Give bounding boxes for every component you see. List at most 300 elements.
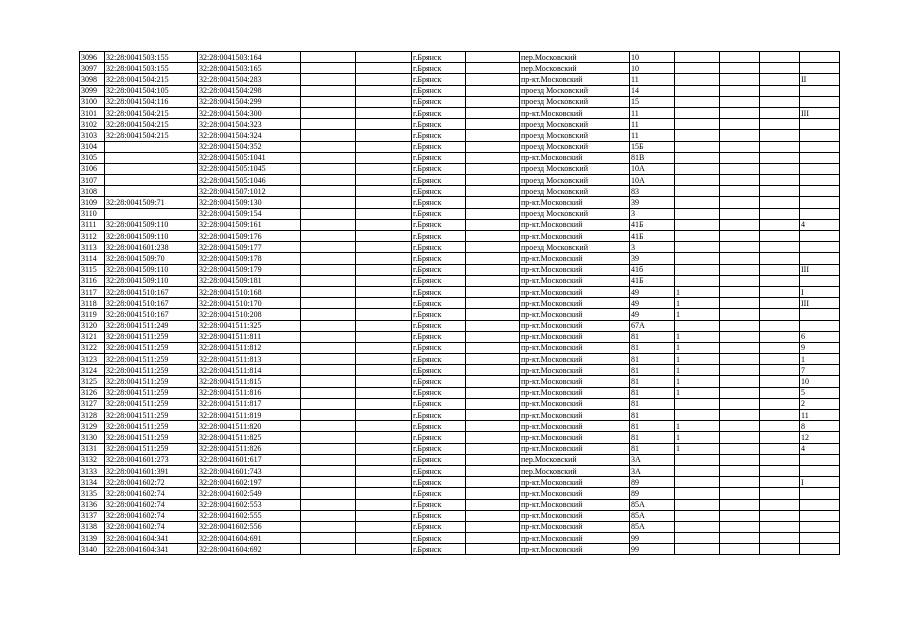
house-number: 89 (630, 477, 675, 488)
empty-cell-5 (760, 107, 800, 118)
parent-cadastral-number: 32:28:0041510:167 (105, 298, 198, 309)
empty-cell-5 (760, 152, 800, 163)
cadastral-number: 32:28:0041509:177 (198, 242, 301, 253)
empty-cell-3 (466, 264, 520, 275)
empty-cell-1 (301, 410, 356, 421)
street: пр-кт.Московский (520, 376, 630, 387)
parent-cadastral-number: 32:28:0041602:72 (105, 477, 198, 488)
cadastral-number: 32:28:0041509:154 (198, 208, 301, 219)
table-row (80, 219, 840, 230)
row-number: 3114 (80, 253, 105, 264)
table-row (80, 242, 840, 253)
parent-cadastral-number: 32:28:0041511:259 (105, 410, 198, 421)
cadastral-number: 32:28:0041505:1045 (198, 163, 301, 174)
parent-cadastral-number: 32:28:0041602:74 (105, 521, 198, 532)
cadastral-number: 32:28:0041509:178 (198, 253, 301, 264)
street: пр-кт.Московский (520, 443, 630, 454)
parent-cadastral-number: 32:28:0041601:391 (105, 465, 198, 476)
empty-cell-2 (356, 63, 412, 74)
parent-cadastral-number: 32:28:0041510:167 (105, 286, 198, 297)
parent-cadastral-number (105, 175, 198, 186)
cadastral-number: 32:28:0041511:815 (198, 376, 301, 387)
street: пр-кт.Московский (520, 499, 630, 510)
empty-cell-5 (760, 242, 800, 253)
row-number: 3096 (80, 52, 105, 63)
city: г.Брянск (412, 544, 466, 555)
row-number: 3140 (80, 544, 105, 555)
empty-cell-1 (301, 219, 356, 230)
row-number: 3122 (80, 342, 105, 353)
premises: II (800, 74, 840, 85)
empty-cell-4 (720, 331, 760, 342)
house-number: 83 (630, 186, 675, 197)
table-row (80, 465, 840, 476)
cadastral-number: 32:28:0041503:164 (198, 52, 301, 63)
city: г.Брянск (412, 186, 466, 197)
registry-table (79, 51, 840, 555)
house-number: 41б (630, 264, 675, 275)
house-number: 11 (630, 107, 675, 118)
premises (800, 119, 840, 130)
empty-cell-5 (760, 286, 800, 297)
cadastral-number: 32:28:0041504:324 (198, 130, 301, 141)
premises: 11 (800, 410, 840, 421)
empty-cell-3 (466, 253, 520, 264)
empty-cell-1 (301, 286, 356, 297)
cadastral-number: 32:28:0041504:299 (198, 96, 301, 107)
house-number: 14 (630, 85, 675, 96)
empty-cell-3 (466, 208, 520, 219)
city: г.Брянск (412, 152, 466, 163)
empty-cell-2 (356, 141, 412, 152)
empty-cell-4 (720, 141, 760, 152)
table-row (80, 175, 840, 186)
city: г.Брянск (412, 410, 466, 421)
empty-cell-1 (301, 74, 356, 85)
city: г.Брянск (412, 208, 466, 219)
street: пр-кт.Московский (520, 286, 630, 297)
row-number: 3100 (80, 96, 105, 107)
empty-cell-2 (356, 454, 412, 465)
empty-cell-5 (760, 130, 800, 141)
cadastral-number: 32:28:0041511:325 (198, 320, 301, 331)
row-number: 3128 (80, 410, 105, 421)
empty-cell-3 (466, 510, 520, 521)
empty-cell-1 (301, 533, 356, 544)
empty-cell-3 (466, 197, 520, 208)
empty-cell-3 (466, 141, 520, 152)
building (675, 130, 720, 141)
empty-cell-3 (466, 85, 520, 96)
house-number: 15 (630, 96, 675, 107)
empty-cell-4 (720, 130, 760, 141)
empty-cell-2 (356, 544, 412, 555)
premises: 6 (800, 331, 840, 342)
house-number: 49 (630, 309, 675, 320)
empty-cell-3 (466, 52, 520, 63)
premises (800, 242, 840, 253)
street: пер.Московский (520, 63, 630, 74)
house-number: 49 (630, 298, 675, 309)
empty-cell-5 (760, 477, 800, 488)
table-row (80, 85, 840, 96)
empty-cell-1 (301, 465, 356, 476)
row-number: 3134 (80, 477, 105, 488)
empty-cell-1 (301, 186, 356, 197)
cadastral-number: 32:28:0041503:165 (198, 63, 301, 74)
empty-cell-5 (760, 96, 800, 107)
empty-cell-3 (466, 465, 520, 476)
premises: III (800, 107, 840, 118)
empty-cell-2 (356, 130, 412, 141)
empty-cell-1 (301, 454, 356, 465)
city: г.Брянск (412, 219, 466, 230)
empty-cell-3 (466, 298, 520, 309)
table-row (80, 410, 840, 421)
parent-cadastral-number: 32:28:0041511:259 (105, 354, 198, 365)
empty-cell-2 (356, 298, 412, 309)
empty-cell-5 (760, 510, 800, 521)
cadastral-number: 32:28:0041504:352 (198, 141, 301, 152)
building (675, 85, 720, 96)
cadastral-number: 32:28:0041601:743 (198, 465, 301, 476)
empty-cell-1 (301, 432, 356, 443)
empty-cell-2 (356, 521, 412, 532)
empty-cell-5 (760, 163, 800, 174)
empty-cell-2 (356, 208, 412, 219)
empty-cell-3 (466, 275, 520, 286)
row-number: 3116 (80, 275, 105, 286)
city: г.Брянск (412, 141, 466, 152)
city: г.Брянск (412, 163, 466, 174)
empty-cell-5 (760, 253, 800, 264)
city: г.Брянск (412, 354, 466, 365)
building: 1 (675, 298, 720, 309)
building: 1 (675, 342, 720, 353)
row-number: 3120 (80, 320, 105, 331)
cadastral-number: 32:28:0041504:300 (198, 107, 301, 118)
empty-cell-3 (466, 443, 520, 454)
empty-cell-1 (301, 119, 356, 130)
empty-cell-1 (301, 63, 356, 74)
parent-cadastral-number: 32:28:0041503:155 (105, 52, 198, 63)
house-number: 81 (630, 432, 675, 443)
premises: 1 (800, 354, 840, 365)
row-number: 3139 (80, 533, 105, 544)
empty-cell-2 (356, 410, 412, 421)
empty-cell-4 (720, 74, 760, 85)
row-number: 3106 (80, 163, 105, 174)
premises: 10 (800, 376, 840, 387)
empty-cell-4 (720, 197, 760, 208)
cadastral-number: 32:28:0041511:825 (198, 432, 301, 443)
row-number: 3126 (80, 387, 105, 398)
empty-cell-4 (720, 454, 760, 465)
building (675, 264, 720, 275)
house-number: 81 (630, 365, 675, 376)
street: пр-кт.Московский (520, 354, 630, 365)
row-number: 3097 (80, 63, 105, 74)
empty-cell-1 (301, 275, 356, 286)
house-number: 81 (630, 342, 675, 353)
empty-cell-1 (301, 365, 356, 376)
city: г.Брянск (412, 298, 466, 309)
cadastral-number: 32:28:0041604:692 (198, 544, 301, 555)
empty-cell-2 (356, 96, 412, 107)
empty-cell-2 (356, 197, 412, 208)
table-row (80, 264, 840, 275)
parent-cadastral-number: 32:28:0041602:74 (105, 488, 198, 499)
cadastral-number: 32:28:0041510:208 (198, 309, 301, 320)
table-row (80, 152, 840, 163)
building (675, 454, 720, 465)
city: г.Брянск (412, 264, 466, 275)
empty-cell-3 (466, 152, 520, 163)
empty-cell-4 (720, 410, 760, 421)
row-number: 3102 (80, 119, 105, 130)
table-row (80, 342, 840, 353)
table-row (80, 387, 840, 398)
table-row (80, 533, 840, 544)
street: пр-кт.Московский (520, 253, 630, 264)
empty-cell-1 (301, 354, 356, 365)
empty-cell-1 (301, 309, 356, 320)
row-number: 3110 (80, 208, 105, 219)
empty-cell-5 (760, 354, 800, 365)
parent-cadastral-number: 32:28:0041509:70 (105, 253, 198, 264)
house-number: 85А (630, 499, 675, 510)
street: пр-кт.Московский (520, 152, 630, 163)
empty-cell-4 (720, 387, 760, 398)
house-number: 81 (630, 443, 675, 454)
empty-cell-4 (720, 342, 760, 353)
parent-cadastral-number: 32:28:0041602:74 (105, 510, 198, 521)
city: г.Брянск (412, 398, 466, 409)
table-row (80, 454, 840, 465)
empty-cell-3 (466, 186, 520, 197)
cadastral-number: 32:28:0041504:283 (198, 74, 301, 85)
empty-cell-1 (301, 242, 356, 253)
empty-cell-1 (301, 96, 356, 107)
empty-cell-4 (720, 320, 760, 331)
premises (800, 197, 840, 208)
row-number: 3103 (80, 130, 105, 141)
premises: 4 (800, 219, 840, 230)
parent-cadastral-number: 32:28:0041509:110 (105, 275, 198, 286)
premises: III (800, 264, 840, 275)
empty-cell-4 (720, 510, 760, 521)
empty-cell-2 (356, 432, 412, 443)
empty-cell-4 (720, 521, 760, 532)
empty-cell-2 (356, 74, 412, 85)
building: 1 (675, 309, 720, 320)
cadastral-number: 32:28:0041511:814 (198, 365, 301, 376)
table-row (80, 107, 840, 118)
parent-cadastral-number: 32:28:0041604:341 (105, 533, 198, 544)
empty-cell-3 (466, 365, 520, 376)
city: г.Брянск (412, 499, 466, 510)
house-number: 67А (630, 320, 675, 331)
premises: 12 (800, 432, 840, 443)
empty-cell-2 (356, 488, 412, 499)
empty-cell-5 (760, 186, 800, 197)
empty-cell-4 (720, 309, 760, 320)
cadastral-number: 32:28:0041602:553 (198, 499, 301, 510)
empty-cell-1 (301, 231, 356, 242)
row-number: 3132 (80, 454, 105, 465)
house-number: 81 (630, 331, 675, 342)
empty-cell-4 (720, 443, 760, 454)
empty-cell-5 (760, 275, 800, 286)
empty-cell-2 (356, 119, 412, 130)
empty-cell-1 (301, 85, 356, 96)
empty-cell-1 (301, 197, 356, 208)
empty-cell-3 (466, 74, 520, 85)
empty-cell-5 (760, 264, 800, 275)
empty-cell-2 (356, 376, 412, 387)
table-row (80, 421, 840, 432)
empty-cell-3 (466, 231, 520, 242)
street: пр-кт.Московский (520, 264, 630, 275)
empty-cell-5 (760, 443, 800, 454)
row-number: 3098 (80, 74, 105, 85)
empty-cell-3 (466, 96, 520, 107)
empty-cell-5 (760, 320, 800, 331)
building (675, 208, 720, 219)
empty-cell-3 (466, 454, 520, 465)
table-row (80, 298, 840, 309)
building: 1 (675, 376, 720, 387)
empty-cell-2 (356, 477, 412, 488)
empty-cell-2 (356, 331, 412, 342)
city: г.Брянск (412, 119, 466, 130)
empty-cell-3 (466, 499, 520, 510)
empty-cell-1 (301, 443, 356, 454)
empty-cell-3 (466, 331, 520, 342)
house-number: 3А (630, 465, 675, 476)
table-row (80, 96, 840, 107)
empty-cell-2 (356, 443, 412, 454)
premises: III (800, 298, 840, 309)
empty-cell-2 (356, 175, 412, 186)
building (675, 63, 720, 74)
row-number: 3135 (80, 488, 105, 499)
house-number: 39 (630, 197, 675, 208)
table-row (80, 275, 840, 286)
empty-cell-4 (720, 52, 760, 63)
row-number: 3118 (80, 298, 105, 309)
cadastral-number: 32:28:0041601:617 (198, 454, 301, 465)
premises (800, 465, 840, 476)
parent-cadastral-number: 32:28:0041511:259 (105, 432, 198, 443)
row-number: 3125 (80, 376, 105, 387)
empty-cell-4 (720, 533, 760, 544)
row-number: 3137 (80, 510, 105, 521)
street: проезд Московский (520, 130, 630, 141)
city: г.Брянск (412, 242, 466, 253)
parent-cadastral-number: 32:28:0041511:259 (105, 421, 198, 432)
row-number: 3131 (80, 443, 105, 454)
house-number: 11 (630, 74, 675, 85)
building: 1 (675, 421, 720, 432)
empty-cell-2 (356, 309, 412, 320)
empty-cell-4 (720, 219, 760, 230)
parent-cadastral-number (105, 163, 198, 174)
empty-cell-3 (466, 544, 520, 555)
empty-cell-1 (301, 163, 356, 174)
house-number: 10 (630, 63, 675, 74)
empty-cell-3 (466, 421, 520, 432)
empty-cell-1 (301, 107, 356, 118)
city: г.Брянск (412, 320, 466, 331)
parent-cadastral-number: 32:28:0041511:259 (105, 398, 198, 409)
premises: I (800, 286, 840, 297)
empty-cell-4 (720, 398, 760, 409)
premises: 4 (800, 443, 840, 454)
street: пр-кт.Московский (520, 275, 630, 286)
premises (800, 510, 840, 521)
parent-cadastral-number: 32:28:0041601:273 (105, 454, 198, 465)
house-number: 3А (630, 454, 675, 465)
empty-cell-2 (356, 398, 412, 409)
empty-cell-1 (301, 253, 356, 264)
city: г.Брянск (412, 521, 466, 532)
house-number: 15Б (630, 141, 675, 152)
premises (800, 85, 840, 96)
table-row (80, 119, 840, 130)
empty-cell-5 (760, 544, 800, 555)
parent-cadastral-number: 32:28:0041511:259 (105, 331, 198, 342)
parent-cadastral-number: 32:28:0041504:215 (105, 130, 198, 141)
empty-cell-5 (760, 387, 800, 398)
premises (800, 175, 840, 186)
table-row (80, 443, 840, 454)
building (675, 499, 720, 510)
empty-cell-4 (720, 499, 760, 510)
city: г.Брянск (412, 533, 466, 544)
cadastral-number: 32:28:0041509:179 (198, 264, 301, 275)
parent-cadastral-number (105, 141, 198, 152)
street: проезд Московский (520, 163, 630, 174)
city: г.Брянск (412, 130, 466, 141)
building (675, 163, 720, 174)
empty-cell-3 (466, 488, 520, 499)
premises (800, 130, 840, 141)
building (675, 119, 720, 130)
city: г.Брянск (412, 175, 466, 186)
cadastral-number: 32:28:0041505:1046 (198, 175, 301, 186)
empty-cell-3 (466, 63, 520, 74)
city: г.Брянск (412, 387, 466, 398)
house-number: 81 (630, 398, 675, 409)
cadastral-number: 32:28:0041511:820 (198, 421, 301, 432)
parent-cadastral-number (105, 186, 198, 197)
cadastral-number: 32:28:0041511:819 (198, 410, 301, 421)
row-number: 3130 (80, 432, 105, 443)
empty-cell-5 (760, 410, 800, 421)
empty-cell-4 (720, 231, 760, 242)
row-number: 3109 (80, 197, 105, 208)
empty-cell-3 (466, 354, 520, 365)
street: пр-кт.Московский (520, 197, 630, 208)
street: пр-кт.Московский (520, 521, 630, 532)
table-row (80, 52, 840, 63)
empty-cell-4 (720, 421, 760, 432)
building (675, 52, 720, 63)
street: пр-кт.Московский (520, 421, 630, 432)
premises (800, 320, 840, 331)
empty-cell-5 (760, 141, 800, 152)
